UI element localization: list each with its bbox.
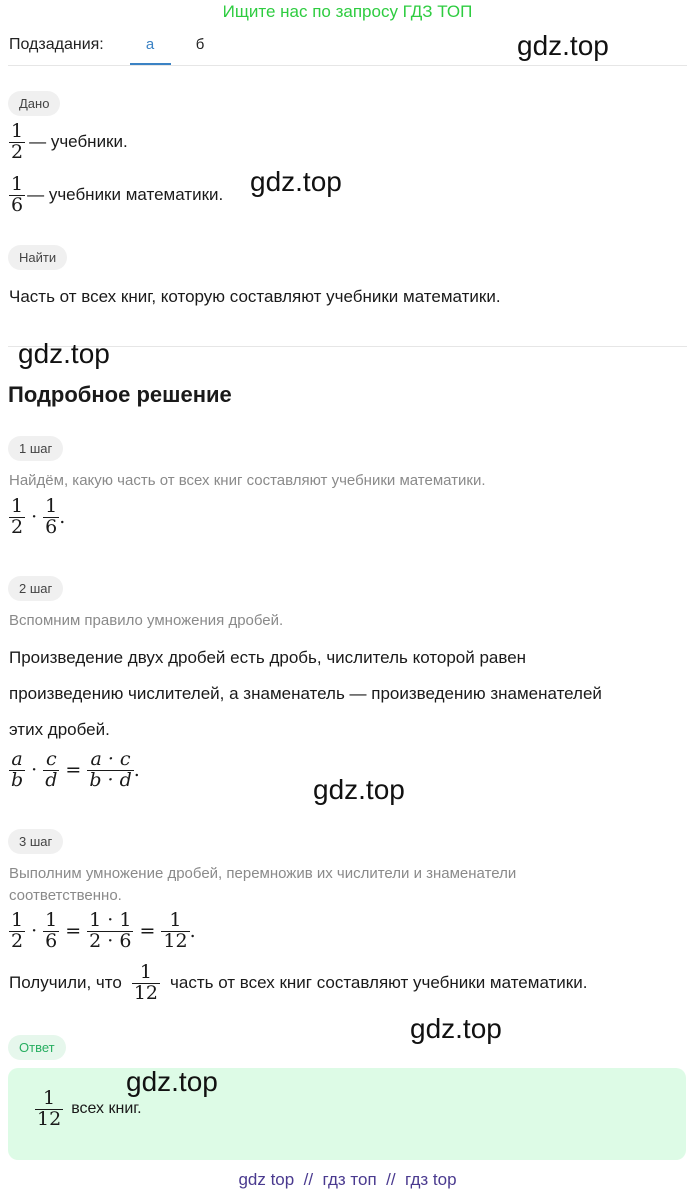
step2-pill: 2 шаг [8, 576, 63, 601]
solution-title: Подробное решение [8, 382, 232, 407]
step2-hint: Вспомним правило умножения дробей. [9, 612, 284, 629]
search-banner: Ищите нас по запросу ГДЗ ТОП [222, 2, 473, 21]
footer-links[interactable]: gdz top // гдз топ // гдз top [238, 1170, 457, 1189]
find-pill: Найти [8, 245, 67, 270]
fraction: $\frac{1}{6}$ [45, 909, 58, 952]
step3-pill: 3 шаг [8, 829, 63, 854]
divider [8, 65, 687, 66]
fraction [9, 122, 25, 163]
fraction: $\frac{1}{12}$ [133, 961, 159, 1004]
step1-hint: Найдём, какую часть от всех книг составляют учебники математики. [9, 472, 486, 489]
watermark: gdz.top [313, 774, 405, 805]
fraction: $\frac{1}{6}$ [45, 495, 58, 538]
rule-expression: $\frac{a}{b}$ · $\frac{c}{d}$ = $\frac{a \cdot c}{b \cdot d}$ . [11, 748, 140, 791]
numerator: 1 [11, 173, 24, 195]
given-pill: Дано [8, 91, 60, 116]
numerator: 1 [11, 120, 24, 142]
find-text: Часть от всех книг, которую составляют учебники математики. [9, 287, 501, 306]
fraction: $\frac{1}{2}$ [11, 909, 24, 952]
given-item [9, 122, 128, 163]
watermark: gdz.top [18, 338, 110, 369]
answer-pill: Ответ [8, 1035, 66, 1060]
step3-hint-line: Выполним умножение дробей, перемножив их числители и знаменатели [9, 865, 517, 882]
rule-text-line: произведению числителей, а знаменатель — произведению знаменателей [9, 684, 602, 703]
denominator: 2 [11, 140, 24, 163]
fraction: $\frac{a \cdot c}{b \cdot d}$ [89, 748, 132, 791]
given-text: — учебники. [29, 132, 128, 152]
subtasks-label: Подзадания: [9, 36, 104, 53]
step3-expression: $\frac{1}{2}$ · $\frac{1}{6}$ = $\frac{1 \cdot 1}{2 \cdot 6}$ = $\frac{1}{12}$ . [11, 909, 196, 952]
given-item [9, 175, 223, 216]
result-text-before: Получили, что [9, 973, 122, 993]
rule-text-line: этих дробей. [9, 720, 110, 739]
fraction: $\frac{1}{12}$ [37, 1087, 62, 1130]
watermark: gdz.top [410, 1013, 502, 1044]
fraction: $\frac{c}{d}$ [45, 748, 58, 791]
denominator: 6 [11, 193, 24, 216]
step1-expression: $\frac{1}{2}$ · $\frac{1}{6}$ . [11, 495, 66, 538]
watermark: gdz.top [126, 1066, 218, 1097]
watermark: gdz.top [250, 166, 342, 197]
given-text: — учебники математики. [27, 185, 224, 205]
fraction [9, 175, 25, 216]
tab-subtask-b[interactable]: б [195, 36, 205, 53]
tab-subtask-a[interactable]: а [145, 36, 155, 53]
fraction: $\frac{a}{b}$ [11, 748, 24, 791]
step3-hint-line: соответственно. [9, 887, 122, 904]
watermark: gdz.top [517, 30, 609, 61]
fraction: $\frac{1 \cdot 1}{2 \cdot 6}$ [89, 909, 132, 952]
result-text-after: часть от всех книг составляют учебники математики. [170, 973, 588, 993]
fraction: $\frac{1}{2}$ [11, 495, 24, 538]
step3-result [9, 963, 587, 1004]
step1-pill: 1 шаг [8, 436, 63, 461]
rule-text-line: Произведение двух дробей есть дробь, числитель которой равен [9, 648, 527, 667]
answer-text: всех книг. [71, 1100, 142, 1118]
fraction: $\frac{1}{12}$ [163, 909, 188, 952]
